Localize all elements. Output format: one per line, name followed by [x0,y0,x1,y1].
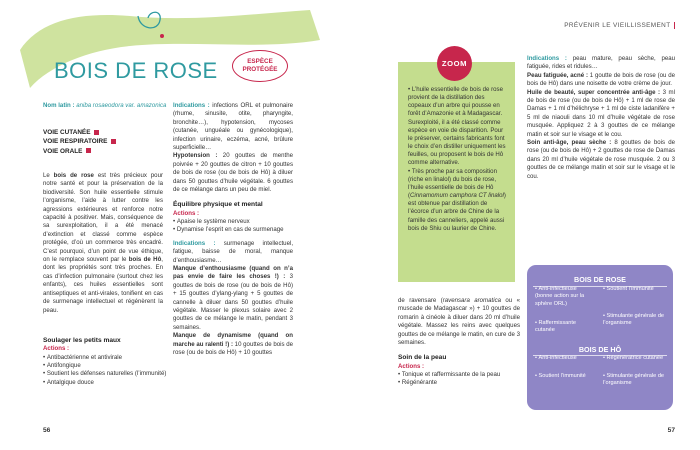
list-item: • Dynamise l’esprit en cas de surmenage [173,226,293,234]
summary-box [527,265,673,410]
latin-label: Nom latin : [43,102,75,109]
protected-species-badge [232,50,288,82]
page-number-right: 57 [667,427,675,434]
route-marker-icon [86,148,91,153]
summary-title-bois-de-rose: BOIS DE ROSE [574,275,626,284]
list-item: • Antifongique [43,362,168,370]
property-cell: • Soutient l’immunité [603,286,667,293]
list-item: • Régénérante [398,379,520,387]
property-cell: • Soutient l’immunité [535,373,595,380]
intro-paragraph: Le bois de rose est très précieux pour notre santé et pour la préservation de la biodiversité. Son huile essentielle stimule l’organisme, l’aide à lutter contre les agressions extérieures et renforce notre capacité à positiver. Mais, conséquence de sa surexploitation, il a été menacé d’extinction et classé comme espèce protégée, d’où un commerce très encadré. C’est pourquoi, d’un point de vue éthique, on le remplace souvent par le bois de Hô, dont les propriétés sont très proches. En cas d’infection pulmonaire (surtout chez les enfants), ces huiles essentielles sont antiseptiques et anti-virales, tonifient en cas de surmenage intellectuel et régénèrent la peau. [43,172,163,314]
list-item: • Antibactérienne et antivirale [43,354,168,362]
list-item: • Tonique et raffermissante de la peau [398,371,520,379]
routes-list [43,128,153,156]
route-cutaneous: VOIE CUTANÉE [43,128,153,137]
list-item: • Antalgique douce [43,379,168,387]
running-head-marker [674,22,676,29]
soin-heading: Soin de la peau [398,354,447,362]
route-respiratory: VOIE RESPIRATOIRE [43,137,153,146]
property-cell: • Raffermissante cutanée [535,320,595,335]
property-cell: • Anti-infectieuse [535,355,595,362]
route-oral: VOIE ORALE [43,147,153,156]
badge-line-2: PROTÉGÉE [242,65,278,73]
property-cell: • Régénératrice cutanée [603,355,667,362]
summary-title-bois-de-ho: BOIS DE HÔ [578,345,622,354]
route-marker-icon [111,139,116,144]
soulager-section [43,336,168,387]
property-cell: • Anti-infectieuse (bonne action sur la sphère ORL) [535,286,595,308]
page-number-left: 56 [43,427,51,434]
property-cell: • Stimulante générale de l’organisme [603,373,667,388]
soulager-actions-label: Actions : [43,345,70,353]
list-item: • Apaise le système nerveux [173,218,293,226]
equilibre-heading: Équilibre physique et mental [173,201,263,209]
route-marker-icon [94,130,99,135]
badge-line-1: ESPÈCE [247,58,273,65]
latin-value: aniba rosaeodora var. amazonica [76,102,167,109]
property-cell: • Stimulante générale de l’organisme [603,313,667,328]
soulager-heading: Soulager les petits maux [43,337,121,344]
zoom-bullet-1: • L’huile essentielle de bois de rose provient de la distillation des copeaux d’un arbre qui pousse en forêt d’Amazonie et à Madagascar. Surexploité, il a été classé comme espèce en voie de disparition. Pour le préserver, certains fabricants font le choix d’en distiller uniquement les feuilles, ou proposent le bois de Hô comme alternative. [408,86,508,168]
page-title: BOIS DE ROSE [54,58,218,83]
column-4: Indications : peau mature, peau sèche, peau fatiguée, rides et ridules… Peau fatiguée, acné : 1 goutte de bois de rose (ou de bois de Hô) dans une noisette de votre crème de jour. Huile de beauté, super concentrée anti-âge : 3 ml de bois de rose (ou de bois de Hô) + 1 ml de rose de Damas + 1 ml d’hélichryse + 1 ml de ciste ladanifère + 5 ml de niaouli dans 10 ml d’huile végétale de rose musquée. Appliquez 2 à 3 gouttes de ce mélange matin et soir sur le visage et le cou. Soin anti-âge, peau sèche : 8 gouttes de bois de rose (ou de bois de Hô) + 2 gouttes de rose de Damas dans 20 ml d’huile végétale de rose musquée. 2 ou 3 gouttes de ce mélange matin et soir sur le visage et le cou. [527,55,675,180]
zoom-bullet-2: • Très proche par sa composition (riche en linalol) du bois de rose, l’huile essentielle de bois de Hô (Cinnamomum camphora CT linalol) est obtenue par distillation de l’écorce d’un arbre de Chine de la famille des canneliers, appelé aussi bois de Shiu ou laurier de Chine. [408,168,508,233]
running-head: PRÉVENIR LE VIEILLISSEMENT [564,22,675,31]
latin-name-block [43,102,173,110]
list-item: • Soutient les défenses naturelles (l’immunité) [43,370,168,378]
zoom-text [408,86,508,233]
column-2: Indications : infections ORL et pulmonaire (rhume, sinusite, otite, pharyngite, bronchite…), hypotension, mycoses (cutanée, unguéale ou gynécologique), infection urinaire, eczéma, acné, brûlure superficielle… Hypotension : 20 gouttes de menthe poivrée + 20 gouttes de citron + 10 gouttes de bois de rose (ou de bois de Hô) à diluer dans 50 gouttes d’huile végétale. 6 gouttes de ce mélange dans un peu de miel. Équilibre physique et mental Actions : • Apaise le système nerveux • Dynamise l’esprit en cas de surmenage Indications : surmenage intellectuel, fatigue, baisse de moral, manque d’enthousiasme… Manque d’enthousiasme (quand on n’a pas envie de faire les choses !) : 3 gouttes de bois de rose (ou de bois de Hô) + 15 gouttes d’ylang-ylang + 5 gouttes de cannelle à diluer dans 50 gouttes d’huile végétale. Masser le plexus solaire avec 2 gouttes de ce mélange le matin, pendant 3 semaines. Manque de dynamisme (quand on marche au ralenti !) : 10 gouttes de bois de rose (ou de bois de Hô) + 10 gouttes [173,102,293,357]
zoom-badge: ZOOM [437,46,472,81]
column-3-bottom: de ravensare (ravensara aromatica ou « muscade de Madagascar ») + 10 gouttes de romarin à cinéole à diluer dans 20 ml d’huile végétale. Massez les reins avec quelques gouttes de ce mélange le matin, en cure de 3 semaines. Soin de la peau Actions : • Tonique et raffermissante de la peau • Régénérante [398,297,520,388]
